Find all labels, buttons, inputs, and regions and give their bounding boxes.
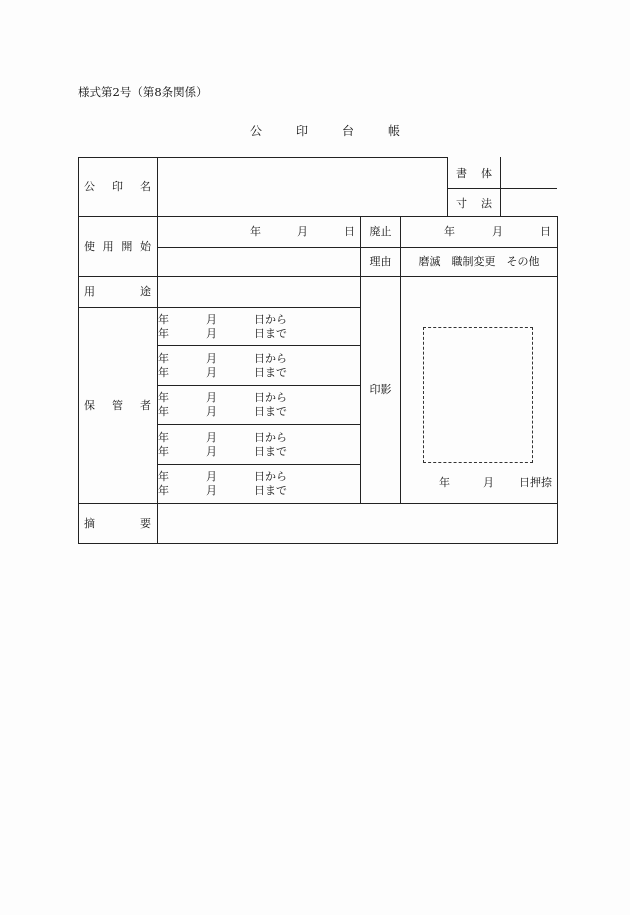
year-label: 年: [158, 444, 169, 458]
from-label: 日から: [254, 470, 287, 483]
purpose-label: [79, 277, 158, 308]
month-label: 月: [206, 312, 217, 326]
summary-field[interactable]: [158, 504, 558, 544]
start-use-note-field[interactable]: [158, 248, 361, 277]
year-label: 年: [250, 225, 261, 238]
custodian-period-1[interactable]: [158, 308, 361, 346]
seal-stamp-box[interactable]: [423, 327, 533, 463]
label-char: 公: [84, 180, 95, 193]
month-label: 月: [206, 351, 217, 365]
day-label: 日: [344, 225, 355, 238]
year-label: 年: [158, 430, 169, 444]
from-label: 日から: [254, 391, 287, 404]
label-char: 管: [112, 398, 123, 412]
label-char: 名: [140, 180, 151, 193]
year-label: 年: [158, 470, 169, 483]
month-label: 月: [206, 365, 217, 379]
seal-impression-area[interactable]: [401, 277, 558, 504]
seal-date: [401, 476, 557, 490]
start-use-date-field[interactable]: [158, 217, 361, 248]
to-label: 日まで: [254, 405, 287, 418]
document-title: [250, 122, 400, 139]
from-label: 日から: [254, 312, 287, 326]
start-use-label: [79, 217, 158, 277]
day-label: 日: [540, 225, 551, 238]
year-label: 年: [158, 405, 169, 418]
from-label: 日から: [254, 430, 287, 444]
custodian-label: [79, 308, 158, 504]
month-label: 月: [297, 225, 308, 238]
style-field[interactable]: [500, 157, 557, 189]
size-label: [447, 189, 500, 216]
month-label: 月: [206, 405, 217, 418]
label-char: 要: [140, 516, 151, 530]
label-char: 者: [140, 398, 151, 412]
label-char: 摘: [84, 516, 95, 530]
abolish-date-field[interactable]: [401, 217, 558, 248]
label-char: 途: [140, 285, 151, 298]
seal-name-label: [79, 158, 158, 217]
to-label: 日まで: [254, 484, 287, 497]
month-label: 月: [483, 476, 494, 489]
custodian-period-4[interactable]: [158, 425, 361, 465]
label-char: 始: [139, 239, 151, 253]
year-label: 年: [158, 326, 169, 340]
label-char: 用: [84, 285, 95, 298]
month-label: 月: [206, 470, 217, 483]
title-char: 台: [342, 124, 355, 138]
to-label: 日まで: [254, 444, 287, 458]
label-char: 法: [481, 196, 492, 210]
title-char: 印: [296, 124, 309, 138]
label-char: 書: [456, 166, 467, 180]
purpose-field[interactable]: [158, 277, 361, 308]
month-label: 月: [206, 444, 217, 458]
label-char: 寸: [456, 196, 467, 210]
year-label: 年: [439, 476, 450, 489]
label-char: 開: [121, 239, 133, 253]
month-label: 月: [206, 430, 217, 444]
to-label: 日まで: [254, 326, 287, 340]
year-label: 年: [444, 225, 455, 238]
size-field[interactable]: [500, 189, 557, 216]
label-char: 印: [112, 180, 123, 193]
form-number: 様式第2号（第8条関係）: [78, 85, 208, 99]
abolish-label: 廃止: [361, 217, 401, 248]
year-label: 年: [158, 351, 169, 365]
seal-impression-label: 印影: [361, 277, 401, 504]
label-char: 使: [84, 239, 95, 253]
title-char: 公: [250, 124, 263, 138]
year-label: 年: [158, 484, 169, 497]
reason-options: 磨滅 職制変更 その他: [401, 248, 558, 277]
label-char: 用: [102, 239, 114, 253]
seal-date-suffix: 日押捺: [519, 476, 552, 489]
year-label: 年: [158, 365, 169, 379]
custodian-period-5[interactable]: [158, 465, 361, 504]
custodian-period-2[interactable]: [158, 346, 361, 386]
from-label: 日から: [254, 351, 287, 365]
label-char: 保: [84, 398, 95, 412]
to-label: 日まで: [254, 365, 287, 379]
custodian-period-3[interactable]: [158, 386, 361, 425]
style-label: [447, 157, 500, 189]
summary-label: [79, 504, 158, 544]
month-label: 月: [206, 391, 217, 404]
title-char: 帳: [388, 124, 401, 138]
year-label: 年: [158, 312, 169, 326]
month-label: 月: [206, 326, 217, 340]
reason-label: 理由: [361, 248, 401, 277]
year-label: 年: [158, 391, 169, 404]
month-label: 月: [492, 225, 503, 238]
month-label: 月: [206, 484, 217, 497]
style-size-block: [447, 157, 557, 216]
label-char: 体: [481, 166, 492, 180]
